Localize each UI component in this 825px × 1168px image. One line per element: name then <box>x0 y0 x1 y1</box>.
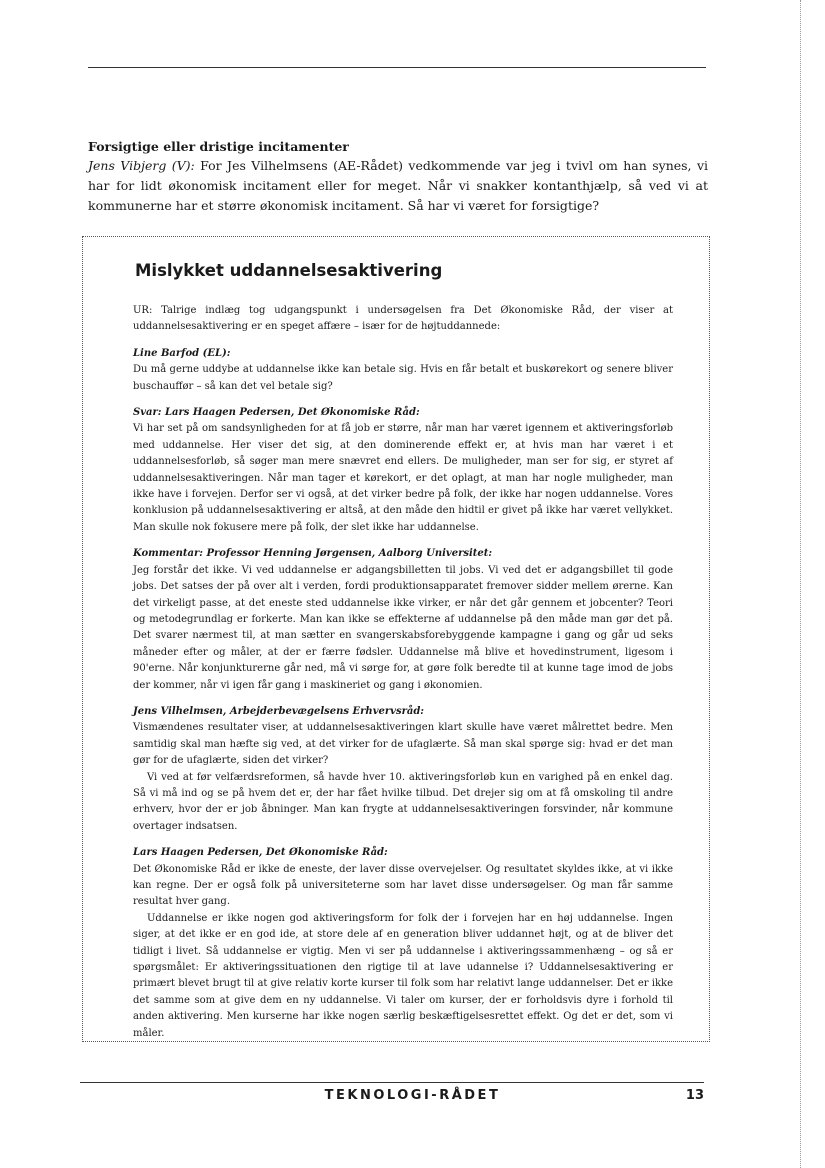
page-number: 13 <box>685 1088 704 1103</box>
intro-speaker: Jens Vibjerg (V): <box>88 158 195 173</box>
top-rule <box>88 67 706 68</box>
page-edge <box>800 0 801 1168</box>
intro-section <box>88 138 708 216</box>
box-lead: UR: Talrige indlæg tog udgangspunkt i undersøgelsen fra Det Økonomiske Råd, der viser at uddannelsesaktivering er en speget affære – især for de højtuddannede: <box>133 305 673 333</box>
intro-paragraph <box>88 156 708 216</box>
entry-speaker: Svar: Lars Haagen Pedersen, Det Økonomiske Råd: <box>133 407 420 419</box>
entry-paragraph: Vi har set på om sandsynligheden for at få job er større, når man har været igennem et aktiveringsforløb med uddannelse. Her viser det sig, at den dominerende effekt er, at hvis man har været i et uddannelsesforløb, så søger man mere snævret end ellers. De muligheder, man ser for sig, er styret af uddannelsesaktiveringen. Når man tager et kørekort, er det oplagt, at man har nogle muligheder, man ikke have i forvejen. Derfor ser vi også, at det virker bedre på folk, der ikke har nogen uddannelse. Vores konklusion på uddannelsesaktivering er altså, at den måde den hidtil er givet på ikke har været vellykket. Man skulle nok fokusere mere på folk, der slet ikke har uddannelse. <box>133 423 673 533</box>
entry-paragraph: Vi ved at før velfærdsreformen, så havde hver 10. aktiveringsforløb kun en varighed på en enkel dag. Så vi må ind og se på hvem det er, der har fået hvilke tilbud. Det drejer sig om at få omskoling til andre erhverv, hvor der er job åbninger. Man kan frygte at uddannelsesaktiveringen forsvinder, når kommune overtager indsatsen. <box>133 771 673 832</box>
footer-rule <box>80 1082 704 1083</box>
spacer <box>133 336 673 346</box>
sidebar-box <box>82 236 710 1042</box>
entry-paragraph: Vismændenes resultater viser, at uddannelsesaktiveringen klart skulle have været målrettet bedre. Men samtidig skal man hæfte sig ved, at det virker for de ufaglærte. Så man skal spørge sig: hvad er det man gør for de ufaglærte, siden det virker? <box>133 722 673 767</box>
entry-paragraph: Uddannelse er ikke nogen god aktiveringsform for folk der i forvejen har en høj uddannelse. Ingen siger, at det ikke er en god ide, at store dele af en generation bliver uddannet højt, og at de bliver det tidligt i livet. Så uddannelse er vigtig. Men vi ser på uddannelse i aktiveringssammenhæng – og så er spørgsmålet: Er aktiveringssituationen den rigtige til at lave udannelse i? Uddannelsesaktivering er primært blevet brugt til at give relativ korte kurser til folk som har relativt lange uddannelser. Det er ikke det samme som at give dem en ny uddannelse. Vi taler om kurser, der er forholdsvis dyre i forhold til anden aktivering. Men kurserne har ikke nogen særlig beskæftigelsesrettet effekt. Og det er det, som vi måler. <box>133 912 673 1039</box>
box-content <box>133 303 673 1042</box>
box-title: Mislykket uddannelsesaktivering <box>135 261 443 280</box>
spacer <box>133 694 673 704</box>
entry-paragraph: Jeg forstår det ikke. Vi ved uddannelse er adgangsbilletten til jobs. Vi ved det er adgangsbillet til gode jobs. Det satses der på over alt i verden, fordi produktionsapparatet fremover sidder mellem ørerne. Kan det virkeligt passe, at det eneste sted uddannelse ikke virker, er når det går gennem et jobcenter? Teori og metodegrundlag er forkerte. Man kan ikke se effekterne af uddannelse på den måde man gør det på. Det svarer nærmest til, at man sætter en svangerskabsforebyggende kampagne i gang og går ud seks måneder efter og måler, at der er færre fødsler. Uddannelse må blive et hovedinstrument, ligesom i 90'erne. Når konjunkturerne går ned, må vi sørge for, at gøre folk beredte til at kunne tage imod de jobs der kommer, når vi igen får gang i maskineriet og gang i økonomien. <box>133 564 673 691</box>
entry-speaker: Line Barfod (EL): <box>133 347 231 359</box>
spacer <box>133 536 673 546</box>
spacer <box>133 835 673 845</box>
entry-speaker: Kommentar: Professor Henning Jørgensen, Aalborg Universitet: <box>133 548 493 560</box>
entry-paragraph: Du må gerne uddybe at uddannelse ikke kan betale sig. Hvis en får betalt et buskørekort og senere bliver buschauffør – så kan det vel betale sig? <box>133 364 673 392</box>
entry-speaker: Jens Vilhelmsen, Arbejderbevægelsens Erhvervsråd: <box>133 705 425 717</box>
spacer <box>133 395 673 405</box>
footer-brand: TEKNOLOGI-RÅDET <box>324 1088 501 1103</box>
entry-speaker: Lars Haagen Pedersen, Det Økonomiske Råd: <box>133 847 388 859</box>
intro-heading: Forsigtige eller dristige incitamenter <box>88 139 349 154</box>
intro-text: For Jes Vilhelmsens (AE-Rådet) vedkommende var jeg i tvivl om han synes, vi har for lidt økonomisk incitament eller for meget. Når vi snakker kontanthjælp, så ved vi at kommunerne har et større økonomisk incitament. Så har vi været for forsigtige? <box>88 158 709 213</box>
entry-paragraph: Det Økonomiske Råd er ikke de eneste, der laver disse overvejelser. Og resultatet skyldes ikke, at vi ikke kan regne. Der er også folk på universiteterne som har lavet disse undersøgelser. Og man får samme resultat hver gang. <box>133 863 673 908</box>
